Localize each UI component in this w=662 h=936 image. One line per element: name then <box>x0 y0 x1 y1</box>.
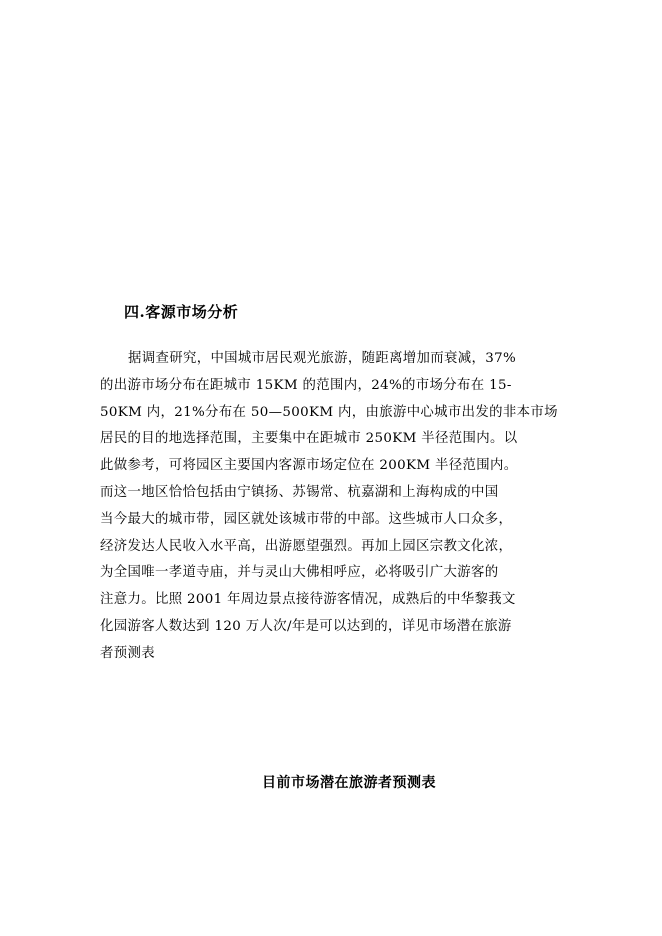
section-heading: 四.客源市场分析 <box>124 303 239 321</box>
body-paragraph <box>100 346 570 668</box>
paragraph-line: 当今最大的城市带，园区就处该城市带的中部。这些城市人口众多， <box>100 511 513 527</box>
paragraph-line: 据调查研究，中国城市居民观光旅游，随距离增加而衰减，37% <box>128 351 517 366</box>
paragraph-line: 此做参考，可将园区主要国内客源市场定位在 200KM 半径范围内。 <box>100 458 518 474</box>
paragraph-line: 化园游客人数达到 120 万人次/年是可以达到的，详见市场潜在旅游 <box>100 618 512 634</box>
paragraph-line: 50KM 内，21%分布在 50—500KM 内，由旅游中心城市出发的非本市场 <box>100 404 558 420</box>
paragraph-line: 居民的目的地选择范围，主要集中在距城市 250KM 半径范围内。以 <box>100 431 518 447</box>
paragraph-line: 经济发达人民收入水平高，出游愿望强烈。再加上园区宗教文化浓， <box>100 538 513 554</box>
paragraph-line: 的出游市场分布在距城市 15KM 的范围内，24%的市场分布在 15- <box>100 377 512 393</box>
table-title: 目前市场潜在旅游者预测表 <box>262 775 436 791</box>
paragraph-line: 为全国唯一孝道寺庙，并与灵山大佛相呼应，必将吸引广大游客的 <box>100 565 499 581</box>
paragraph-line: 者预测表 <box>100 645 155 661</box>
paragraph-line: 而这一地区恰恰包括由宁镇扬、苏锡常、杭嘉湖和上海构成的中国 <box>100 484 499 500</box>
paragraph-line: 注意力。比照 2001 年周边景点接待游客情况，成熟后的中华黎莪文 <box>100 592 516 608</box>
